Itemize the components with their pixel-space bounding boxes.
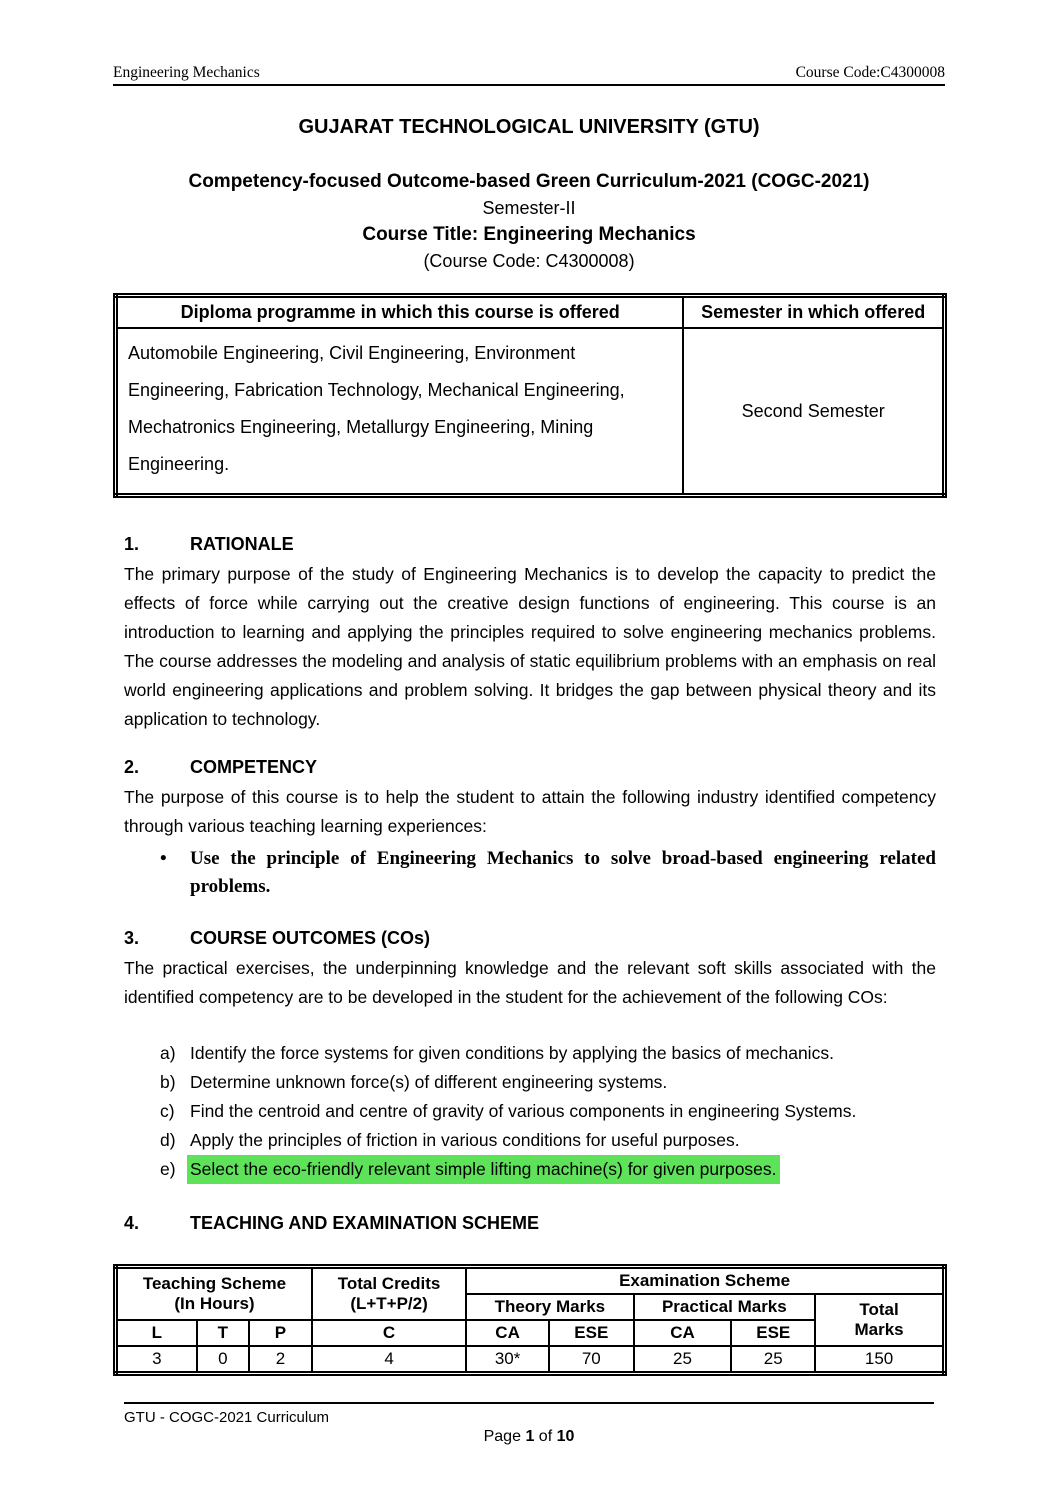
offering-table-col1-header: Diploma programme in which this course is offered [116,296,684,329]
outcome-item-a [160,1039,936,1068]
page-header [113,64,945,86]
examination-scheme-cell: Examination Scheme [466,1267,944,1295]
total-credits-sublabel: (L+T+P/2) [350,1294,428,1313]
offering-table [113,293,947,498]
section-heading-competency [124,757,936,778]
teaching-scheme-sublabel: (In Hours) [174,1294,255,1313]
offering-table-col2-header: Semester in which offered [683,296,944,329]
value-L: 3 [116,1346,197,1374]
scheme-table-values-row [116,1346,945,1374]
bullet-icon: • [160,848,167,869]
rationale-paragraph: The primary purpose of the study of Engineering Mechanics is to develop the capacity to predict the effects of force while carrying out the creative design functions of engineering. This course is an introduction to learning and applying the principles required to solve engineering mechanics problems. The course addresses the modeling and analysis of static equilibrium problems with an emphasis on real world engineering applications and problem solving. It bridges the gap between physical theory and its application to technology. [124,564,936,729]
total-marks-sublabel: Marks [854,1320,904,1339]
value-ESE-practical: 25 [731,1346,815,1374]
section-number: 2. [124,757,140,777]
page-footer [124,1402,934,1446]
header-course-code: Course Code:C4300008 [795,64,945,81]
outcome-item-e [160,1155,936,1184]
subhead-ESE-practical: ESE [731,1320,815,1346]
outcome-text-highlighted: Select the eco-friendly relevant simple lifting machine(s) for given purposes. [187,1155,780,1184]
exam-scheme-table [113,1264,947,1376]
value-CA-practical: 25 [634,1346,732,1374]
outcome-text: Apply the principles of friction in various conditions for useful purposes. [190,1130,740,1150]
section-title: TEACHING AND EXAMINATION SCHEME [190,1213,540,1233]
page-indicator [124,1428,934,1446]
subhead-CA-practical: CA [634,1320,732,1346]
page-total: 10 [556,1428,575,1445]
section-number: 1. [124,534,140,554]
section-heading-course-outcomes [124,928,936,949]
value-total-marks: 150 [815,1346,944,1374]
course-code-label: (Course Code: C4300008) [423,251,635,271]
outcome-item-c [160,1097,936,1126]
curriculum-title: Competency-focused Outcome-based Green Curriculum-2021 (COGC-2021) [188,171,870,192]
content-column [124,293,936,1376]
value-P: 2 [249,1346,312,1374]
subhead-P: P [249,1320,312,1346]
total-marks-cell [815,1294,944,1346]
total-marks-label: Total [859,1300,899,1319]
offering-table-body-row [116,328,945,496]
competency-bullet-text: Use the principle of Engineering Mechanics to solve broad-based engineering related problems. [190,848,936,897]
subhead-CA-theory: CA [466,1320,549,1346]
outcome-label: c) [160,1101,175,1121]
teaching-scheme-label: Teaching Scheme [142,1274,287,1293]
semester-label: Semester-II [482,198,576,218]
teaching-scheme-cell [116,1267,312,1321]
header-course-name: Engineering Mechanics [113,64,260,81]
section-title: COURSE OUTCOMES (COs) [190,928,431,948]
outcome-label: a) [160,1043,176,1063]
scheme-table-row-1 [116,1267,945,1295]
section-heading-teaching-scheme [124,1213,936,1234]
value-C: 4 [312,1346,466,1374]
offering-table-header-row [116,296,945,329]
page-number: 1 [525,1428,535,1445]
section-title: COMPETENCY [190,757,318,777]
outcome-label: b) [160,1072,176,1092]
outcome-text: Identify the force systems for given conditions by applying the basics of mechanics. [190,1043,834,1063]
value-CA-theory: 30* [466,1346,549,1374]
page-word: Page [483,1428,521,1445]
subhead-L: L [116,1320,197,1346]
subhead-C: C [312,1320,466,1346]
section-number: 4. [124,1213,140,1233]
section-heading-rationale [124,534,936,555]
university-title: GUJARAT TECHNOLOGICAL UNIVERSITY (GTU) [298,116,760,138]
theory-marks-cell: Theory Marks [466,1294,633,1320]
course-outcomes-paragraph: The practical exercises, the underpinning knowledge and the relevant soft skills associated with the identified competency are to be developed in the student for the achievement of the following COs: [124,958,936,1007]
total-credits-cell [312,1267,466,1321]
section-number: 3. [124,928,140,948]
competency-bullet-item [160,845,936,901]
course-title: Course Title: Engineering Mechanics [362,224,696,245]
semester-cell: Second Semester [683,328,944,496]
outcome-text: Determine unknown force(s) of different engineering systems. [190,1072,668,1092]
section-title: RATIONALE [190,534,294,554]
total-credits-label: Total Credits [337,1274,441,1293]
value-ESE-theory: 70 [549,1346,634,1374]
outcome-item-d [160,1126,936,1155]
title-block [0,116,1058,272]
outcome-label: e) [160,1159,176,1179]
programmes-cell: Automobile Engineering, Civil Engineering, Environment Engineering, Fabrication Technology, Mechanical Engineering, Mechatronics Engineering, Metallurgy Engineering, Mining Engineering. [116,328,684,496]
of-word: of [538,1428,553,1445]
footer-curriculum-label: GTU - COGC-2021 Curriculum [124,1409,330,1426]
competency-paragraph: The purpose of this course is to help the student to attain the following industry identified competency through various teaching learning experiences: [124,787,936,836]
outcomes-list [124,1039,936,1184]
value-T: 0 [197,1346,249,1374]
subhead-ESE-theory: ESE [549,1320,634,1346]
subhead-T: T [197,1320,249,1346]
practical-marks-cell: Practical Marks [634,1294,816,1320]
outcome-item-b [160,1068,936,1097]
outcome-text: Find the centroid and centre of gravity of various components in engineering Systems. [190,1101,857,1121]
outcome-label: d) [160,1130,176,1150]
